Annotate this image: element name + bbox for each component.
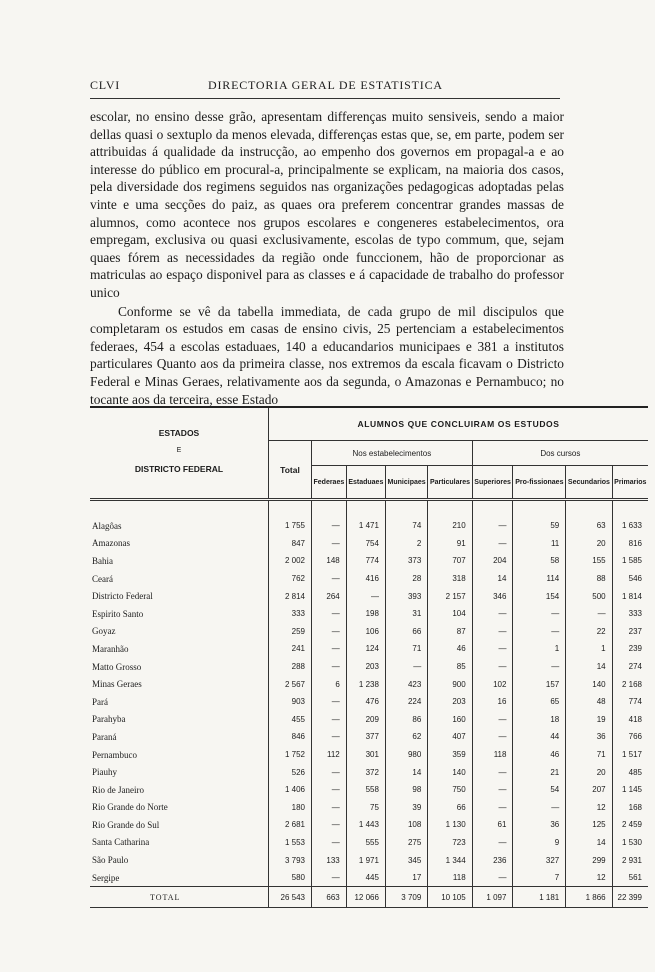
total-cell: 903 (269, 693, 312, 711)
secundarios-cell: 48 (566, 693, 612, 711)
total-cell: 1 755 (269, 517, 312, 535)
municipaes-cell: 423 (385, 675, 427, 693)
superiores-cell: — (472, 763, 513, 781)
secundarios-cell: 22 (566, 623, 612, 641)
secundarios-cell: 207 (566, 781, 612, 799)
primarios-cell: 1 530 (621, 837, 642, 847)
federaes-cell: — (312, 834, 347, 852)
table-row (90, 570, 648, 588)
profissionaes-cell: — (513, 605, 566, 623)
primarios-cell: 239 (628, 644, 642, 654)
particulares-cell: 10 105 (428, 887, 472, 908)
primarios-cell: 237 (628, 626, 642, 636)
table-row (90, 552, 648, 570)
particulares-cell: 1 130 (428, 816, 472, 834)
state-name-cell: Minas Geraes (90, 675, 269, 693)
superiores-cell: — (472, 799, 513, 817)
table-row (90, 711, 648, 729)
particulares-cell: 203 (428, 693, 472, 711)
primarios-cell: 774 (628, 697, 642, 707)
secundarios-cell: 140 (566, 675, 612, 693)
state-name-cell: Maranhão (90, 640, 269, 658)
municipaes-cell: 3 709 (385, 887, 427, 908)
primarios-cell: 418 (628, 714, 642, 724)
primarios-cell: 816 (628, 538, 642, 548)
total-cell: 259 (269, 623, 312, 641)
particulares-cell: 91 (428, 535, 472, 553)
municipaes-cell: 39 (385, 799, 427, 817)
table-row (90, 851, 648, 869)
federaes-cell: — (312, 693, 347, 711)
municipaes-cell: 17 (385, 869, 427, 887)
superiores-cell: 102 (472, 675, 513, 693)
estaduaes-cell: 1 971 (346, 851, 385, 869)
profissionaes-cell: 327 (513, 851, 566, 869)
superiores-cell: — (472, 834, 513, 852)
state-name-cell: Pernambuco (90, 746, 269, 764)
primarios-cell: 1 517 (621, 750, 642, 760)
particulares-cell: 723 (428, 834, 472, 852)
profissionaes-cell: 157 (513, 675, 566, 693)
primarios-cell: 1 633 (621, 521, 642, 531)
header-rule (90, 92, 560, 99)
table-row (90, 816, 648, 834)
municipaes-cell: 74 (385, 517, 427, 535)
secundarios-cell: 20 (566, 763, 612, 781)
primarios-cell: 1 145 (621, 785, 642, 795)
header-estados-line3: DISTRICTO FEDERAL (134, 464, 224, 474)
superiores-cell: — (472, 781, 513, 799)
superiores-cell: 236 (472, 851, 513, 869)
superiores-cell: — (472, 658, 513, 676)
page-number: CLVI (90, 78, 121, 92)
estaduaes-cell: 476 (346, 693, 385, 711)
profissionaes-cell: 18 (513, 711, 566, 729)
total-cell: 762 (269, 570, 312, 588)
municipaes-cell: 108 (385, 816, 427, 834)
federaes-cell: 6 (312, 675, 347, 693)
federaes-cell: 112 (312, 746, 347, 764)
federaes-cell: — (312, 570, 347, 588)
federaes-cell: — (312, 623, 347, 641)
state-name-cell: Goyaz (90, 623, 269, 641)
federaes-cell: — (312, 728, 347, 746)
estaduaes-cell: 1 238 (346, 675, 385, 693)
state-name-cell: Paraná (90, 728, 269, 746)
profissionaes-cell: 154 (513, 587, 566, 605)
table-row (90, 728, 648, 746)
municipaes-cell: 224 (385, 693, 427, 711)
estaduaes-cell: 75 (346, 799, 385, 817)
superiores-cell: — (472, 869, 513, 887)
profissionaes-cell: 21 (513, 763, 566, 781)
municipaes-cell: 345 (385, 851, 427, 869)
state-name-cell: TOTAL (90, 887, 269, 908)
secundarios-cell: 88 (566, 570, 612, 588)
header-group-estab: Nos estabelecimentos (312, 441, 473, 466)
estaduaes-cell: 1 443 (346, 816, 385, 834)
total-cell: 2 002 (269, 552, 312, 570)
total-cell: 1 406 (269, 781, 312, 799)
table-row (90, 746, 648, 764)
state-name-cell: Piauhy (90, 763, 269, 781)
header-municipaes: Municipaes (385, 466, 427, 500)
paragraph: escolar, no ensino desse grão, apresentam differenças muito sensiveis, sendo a maior dellas quasi o sextuplo da menos elevada, differenças estas que, se, em parte, podem ser attribuidas á qualidade da instrucção, ao empenho dos governos em propagal-a e ao interesse do público em procural-a, principalmente se explicam, na maioria dos casos, pela diversidade dos regimens seguidos nas organizações pedagogicas adoptadas pelas vinte e uma secções do paiz, as quaes ora preferem concentrar grandes massas de alumnos, como acontece nos grupos escolares e congeneres estabelecimentos, ora empregam, exclusiva ou quasi exclusivamente, escolas de typo commum, que, sejam quaes fórem as necessidades da região onde funccionem, hão de proporcionar as matriculas ao espaço disponivel para as classes e á capacidade de trabalho do professor unico (90, 109, 564, 300)
state-name-cell: Pará (90, 693, 269, 711)
primarios-cell: 1 814 (621, 591, 642, 601)
header-estaduaes: Estaduaes (346, 466, 385, 500)
state-name-cell: Rio Grande do Norte (90, 799, 269, 817)
estaduaes-cell: 1 471 (346, 517, 385, 535)
secundarios-cell: 155 (566, 552, 612, 570)
estaduaes-cell: 106 (346, 623, 385, 641)
estaduaes-cell: — (346, 587, 385, 605)
municipaes-cell: 62 (385, 728, 427, 746)
table-body (90, 500, 648, 908)
total-cell: 455 (269, 711, 312, 729)
total-cell: 288 (269, 658, 312, 676)
municipaes-cell: 66 (385, 623, 427, 641)
secundarios-cell: 14 (566, 658, 612, 676)
body-text (90, 108, 564, 408)
municipaes-cell: 86 (385, 711, 427, 729)
particulares-cell: 2 157 (428, 587, 472, 605)
municipaes-cell: 14 (385, 763, 427, 781)
superiores-cell: — (472, 728, 513, 746)
superiores-cell: 118 (472, 746, 513, 764)
profissionaes-cell: 65 (513, 693, 566, 711)
total-row (90, 887, 648, 908)
particulares-cell: 1 344 (428, 851, 472, 869)
federaes-cell: — (312, 763, 347, 781)
superiores-cell: 61 (472, 816, 513, 834)
primarios-cell: 333 (628, 609, 642, 619)
total-cell: 526 (269, 763, 312, 781)
federaes-cell: 264 (312, 587, 347, 605)
table-row (90, 834, 648, 852)
superiores-cell: — (472, 640, 513, 658)
total-cell: 180 (269, 799, 312, 817)
primarios-cell: 274 (628, 662, 642, 672)
federaes-cell: 663 (312, 887, 347, 908)
particulares-cell: 87 (428, 623, 472, 641)
superiores-cell: 14 (472, 570, 513, 588)
profissionaes-cell: 36 (513, 816, 566, 834)
state-name-cell: Ceará (90, 570, 269, 588)
total-cell: 1 752 (269, 746, 312, 764)
secundarios-cell: 12 (566, 869, 612, 887)
state-name-cell: Matto Grosso (90, 658, 269, 676)
profissionaes-cell: 54 (513, 781, 566, 799)
federaes-cell: — (312, 535, 347, 553)
estaduaes-cell: 209 (346, 711, 385, 729)
municipaes-cell: 275 (385, 834, 427, 852)
primarios-cell: 2 931 (621, 855, 642, 865)
estaduaes-cell: 416 (346, 570, 385, 588)
header-particulares: Particulares (428, 466, 472, 500)
particulares-cell: 318 (428, 570, 472, 588)
header-federaes: Federaes (312, 466, 347, 500)
estaduaes-cell: 124 (346, 640, 385, 658)
running-title: DIRECTORIA GERAL DE ESTATISTICA (208, 78, 443, 92)
state-name-cell: Sergipe (90, 869, 269, 887)
header-estados (90, 407, 269, 500)
header-group-cursos: Dos cursos (472, 441, 648, 466)
secundarios-cell: 1 (566, 640, 612, 658)
table-row (90, 605, 648, 623)
header-main: ALUMNOS QUE CONCLUIRAM OS ESTUDOS (269, 407, 649, 441)
paragraph: Conforme se vê da tabella immediata, de cada grupo de mil discipulos que completaram os estudos em casas de ensino civis, 25 pertenciam a estabelecimentos federaes, 454 a escolas estaduaes, 140 a educandarios municipaes e 381 a institutos particulares Quanto aos da primeira classe, nos extremos da escala ficavam o Districto Federal e Minas Geraes, relativamente aos da segunda, o Amazonas e Pernambuco; no tocante aos da terceira, esse Estado (90, 303, 564, 407)
profissionaes-cell: 7 (513, 869, 566, 887)
total-cell: 1 553 (269, 834, 312, 852)
header-estados-line1: ESTADOS (158, 428, 200, 438)
header-secundarios: Secundarios (566, 466, 612, 500)
particulares-cell: 66 (428, 799, 472, 817)
state-name-cell: Santa Catharina (90, 834, 269, 852)
municipaes-cell: 98 (385, 781, 427, 799)
state-name-cell: Espirito Santo (90, 605, 269, 623)
secundarios-cell: 1 866 (566, 887, 612, 908)
primarios-cell: 22 399 (612, 887, 648, 908)
header-primarios: Primarios (612, 466, 648, 500)
superiores-cell: — (472, 623, 513, 641)
estaduaes-cell: 754 (346, 535, 385, 553)
estaduaes-cell: 377 (346, 728, 385, 746)
federaes-cell: 133 (312, 851, 347, 869)
data-table (90, 406, 648, 908)
estaduaes-cell: 301 (346, 746, 385, 764)
state-name-cell: Amazonas (90, 535, 269, 553)
municipaes-cell: 28 (385, 570, 427, 588)
table-row (90, 623, 648, 641)
profissionaes-cell: — (513, 799, 566, 817)
profissionaes-cell: 58 (513, 552, 566, 570)
table-row (90, 693, 648, 711)
table-row (90, 763, 648, 781)
particulares-cell: 210 (428, 517, 472, 535)
secundarios-cell: 19 (566, 711, 612, 729)
profissionaes-cell: 9 (513, 834, 566, 852)
particulares-cell: 160 (428, 711, 472, 729)
state-name-cell: Parahyba (90, 711, 269, 729)
total-cell: 580 (269, 869, 312, 887)
estaduaes-cell: 12 066 (346, 887, 385, 908)
particulares-cell: 750 (428, 781, 472, 799)
federaes-cell: — (312, 640, 347, 658)
total-cell: 2 681 (269, 816, 312, 834)
superiores-cell: 1 097 (472, 887, 513, 908)
header-estados-line2: E (176, 447, 182, 454)
profissionaes-cell: 59 (513, 517, 566, 535)
profissionaes-cell: 11 (513, 535, 566, 553)
secundarios-cell: 125 (566, 816, 612, 834)
municipaes-cell: 2 (385, 535, 427, 553)
federaes-cell: — (312, 658, 347, 676)
profissionaes-cell: 44 (513, 728, 566, 746)
superiores-cell: 346 (472, 587, 513, 605)
profissionaes-cell: 1 (513, 640, 566, 658)
total-cell: 2 814 (269, 587, 312, 605)
secundarios-cell: 500 (566, 587, 612, 605)
estaduaes-cell: 203 (346, 658, 385, 676)
table-row (90, 640, 648, 658)
profissionaes-cell: — (513, 658, 566, 676)
secundarios-cell: 71 (566, 746, 612, 764)
state-name-cell: Bahia (90, 552, 269, 570)
total-cell: 241 (269, 640, 312, 658)
estaduaes-cell: 774 (346, 552, 385, 570)
secundarios-cell: 36 (566, 728, 612, 746)
primarios-cell: 485 (628, 767, 642, 777)
secundarios-cell: 20 (566, 535, 612, 553)
total-cell: 333 (269, 605, 312, 623)
particulares-cell: 46 (428, 640, 472, 658)
state-name-cell: Alagôas (90, 517, 269, 535)
particulares-cell: 85 (428, 658, 472, 676)
table-row (90, 535, 648, 553)
table-row (90, 799, 648, 817)
estaduaes-cell: 198 (346, 605, 385, 623)
primarios-cell: 1 585 (621, 556, 642, 566)
municipaes-cell: 71 (385, 640, 427, 658)
primarios-cell: 766 (628, 732, 642, 742)
profissionaes-cell: 114 (513, 570, 566, 588)
estaduaes-cell: 445 (346, 869, 385, 887)
primarios-cell: 561 (628, 873, 642, 883)
superiores-cell: — (472, 535, 513, 553)
particulares-cell: 118 (428, 869, 472, 887)
header-superiores: Superiores (472, 466, 513, 500)
federaes-cell: — (312, 605, 347, 623)
total-cell: 26 543 (269, 887, 312, 908)
superiores-cell: — (472, 711, 513, 729)
state-name-cell: São Paulo (90, 851, 269, 869)
federaes-cell: — (312, 781, 347, 799)
header-profissionaes: Pro-fissionaes (513, 466, 566, 500)
municipaes-cell: 393 (385, 587, 427, 605)
total-cell: 847 (269, 535, 312, 553)
particulares-cell: 900 (428, 675, 472, 693)
municipaes-cell: — (385, 658, 427, 676)
superiores-cell: 204 (472, 552, 513, 570)
superiores-cell: 16 (472, 693, 513, 711)
particulares-cell: 359 (428, 746, 472, 764)
particulares-cell: 104 (428, 605, 472, 623)
profissionaes-cell: 1 181 (513, 887, 566, 908)
state-name-cell: Districto Federal (90, 587, 269, 605)
secundarios-cell: — (566, 605, 612, 623)
total-cell: 2 567 (269, 675, 312, 693)
estaduaes-cell: 372 (346, 763, 385, 781)
table-row (90, 675, 648, 693)
header-total: Total (269, 441, 312, 500)
particulares-cell: 140 (428, 763, 472, 781)
federaes-cell: 148 (312, 552, 347, 570)
municipaes-cell: 373 (385, 552, 427, 570)
estaduaes-cell: 555 (346, 834, 385, 852)
primarios-cell: 168 (628, 802, 642, 812)
particulares-cell: 407 (428, 728, 472, 746)
primarios-cell: 546 (628, 574, 642, 584)
state-name-cell: Rio Grande do Sul (90, 816, 269, 834)
municipaes-cell: 31 (385, 605, 427, 623)
primarios-cell: 2 168 (621, 679, 642, 689)
particulares-cell: 707 (428, 552, 472, 570)
total-cell: 846 (269, 728, 312, 746)
federaes-cell: — (312, 517, 347, 535)
secundarios-cell: 14 (566, 834, 612, 852)
superiores-cell: — (472, 517, 513, 535)
federaes-cell: — (312, 869, 347, 887)
estaduaes-cell: 558 (346, 781, 385, 799)
table-row (90, 587, 648, 605)
secundarios-cell: 12 (566, 799, 612, 817)
total-cell: 3 793 (269, 851, 312, 869)
federaes-cell: — (312, 711, 347, 729)
superiores-cell: — (472, 605, 513, 623)
federaes-cell: — (312, 816, 347, 834)
table-row (90, 517, 648, 535)
municipaes-cell: 980 (385, 746, 427, 764)
primarios-cell: 2 459 (621, 820, 642, 830)
state-name-cell: Rio de Janeiro (90, 781, 269, 799)
table-row (90, 869, 648, 887)
table-row (90, 658, 648, 676)
profissionaes-cell: 46 (513, 746, 566, 764)
secundarios-cell: 63 (566, 517, 612, 535)
secundarios-cell: 299 (566, 851, 612, 869)
federaes-cell: — (312, 799, 347, 817)
table-row (90, 781, 648, 799)
profissionaes-cell: — (513, 623, 566, 641)
